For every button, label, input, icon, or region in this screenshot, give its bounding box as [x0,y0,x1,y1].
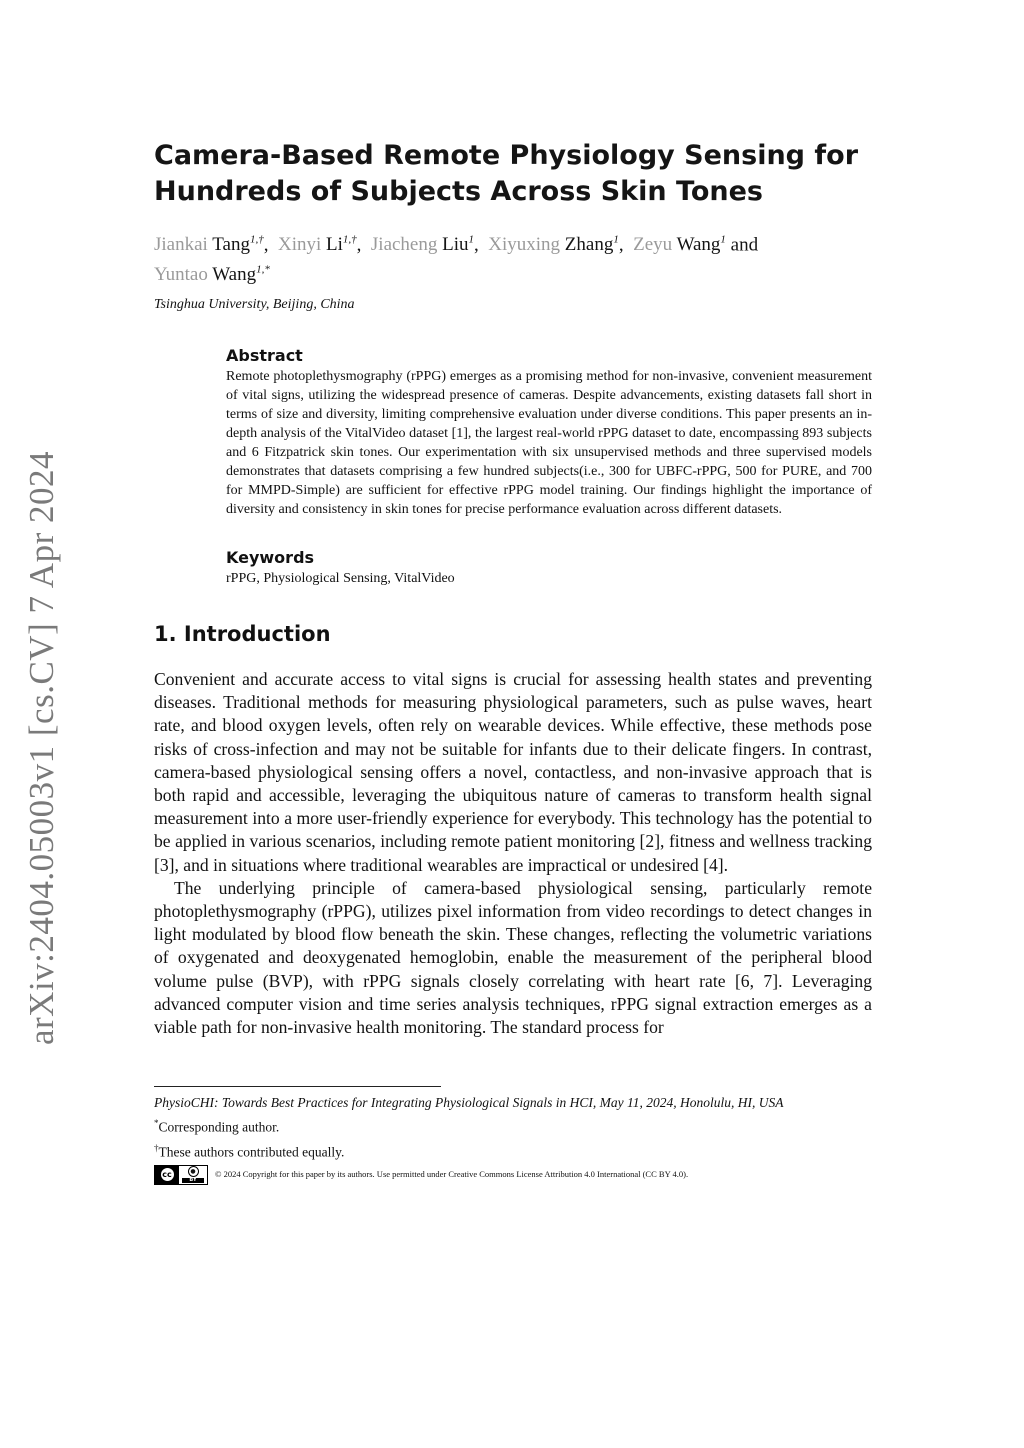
cc-by-license-icon: cc ● BY [154,1165,208,1185]
license-row [154,1164,874,1185]
attribution-person-icon: ● [188,1166,199,1177]
author: Jiacheng Liu$^1$ [370,234,475,256]
intro-paragraph-1: Convenient and accurate access to vital signs is crucial for assessing health states and preventing diseases. Traditional methods for measuring physiological parameters, such as pulse waves, heart rate, and blood oxygen levels, often rely on wearable devices. While effective, these methods pose risks of cross-infection and may not be suitable for infants due to their delicate fingers. In contrast, camera-based physiological sensing offers a novel, contactless, and non-invasive approach that is both rapid and accessible, leveraging the ubiquitous nature of cameras to transform health signal measurement into a more user-friendly experience for everybody. This technology has the potential to be applied in various scenarios, including remote patient monitoring [2], fitness and wellness tracking [3], and in situations where traditional wearables are impractical or undesired [4]. [154,669,872,875]
license-text: © 2024 Copyright for this paper by its authors. Use permitted under Creative Commons License Attribution 4.0 International (CC BY 4.0). [215,1169,689,1179]
author: Yuntao Wang$^{1,*}$ [154,263,270,285]
paper-title [154,138,914,210]
footnote-divider [154,1086,441,1087]
abstract-section [226,346,872,519]
intro-paragraph-2: The underlying principle of camera-based physiological sensing, particularly remote photoplethysmography (rPPG), utilizes pixel information from video recordings to detect changes in light modulated by blood flow beneath the skin. These changes, reflecting the volumetric variations of oxygenated and deoxygenated hemoglobin, enable the measurement of the peripheral blood volume pulse (BVP), with rPPG signals closely correlating with heart rate [6, 7]. Leveraging advanced computer vision and time series analysis techniques, rPPG signal extraction emerges as a viable path for non-invasive health monitoring. The standard process for [154,877,872,1038]
author: Zeyu Wang$^1$ [633,234,726,256]
title-line-2: Hundreds of Subjects Across Skin Tones [154,176,764,207]
equal-contribution-note: †These authors contributed equally. [154,1142,345,1159]
footnotes [154,1092,874,1185]
author-list: Jiankai Tang$^{1,\dagger}$, Xinyi $Li^{1,\dagger}$, Jiacheng Liu$^1$, Xiyuxing Zhang$^1$, Zeyu Wang$^1$ and Yuntao Wang$^{1,*}$ [154,234,759,285]
introduction-heading: 1. Introduction [154,622,331,646]
introduction-body [154,668,872,1039]
conference-note: PhysioCHI: Towards Best Practices for Integrating Physiological Signals in HCI, May 11, 2024, Honolulu, HI, USA [154,1095,784,1110]
keywords-text: rPPG, Physiological Sensing, VitalVideo [226,571,455,586]
corresponding-note: *Corresponding author. [154,1118,280,1135]
author: Xinyi $Li^{1,\dagger}$ [277,234,357,256]
author: Jiankai Tang$^{1,\dagger}$ [154,234,264,256]
author: Xiyuxing Zhang$^1$ [488,234,619,256]
arxiv-identifier: arXiv:2404.05003v1 [cs.CV] 7 Apr 2024 [22,450,61,1046]
keywords-heading: Keywords [226,548,315,567]
author-conjunction: and [730,234,759,256]
title-line-1: Camera-Based Remote Physiology Sensing for [154,140,859,171]
abstract-heading: Abstract [226,346,303,365]
abstract-text: Remote photoplethysmography (rPPG) emerges as a promising method for non-invasive, convenient measurement of vital signs, utilizing the widespread presence of cameras. Despite advancements, existing datasets fall short in terms of size and diversity, limiting comprehensive evaluation under diverse conditions. This paper presents an in-depth analysis of the VitalVideo dataset [1], the largest real-world rPPG dataset to date, encompassing 893 subjects and 6 Fitzpatrick skin tones. Our experimentation with six unsupervised methods and three supervised models demonstrates that datasets comprising a few hundred subjects(i.e., 300 for UBFC-rPPG, 500 for PURE, and 700 for MMPD-Simple) are sufficient for effective rPPG model training. Our findings highlight the importance of diversity and consistency in skin tones for precise performance evaluation across different datasets. [226,369,872,517]
affiliation: Tsinghua University, Beijing, China [154,297,355,312]
keywords-section [226,548,872,588]
